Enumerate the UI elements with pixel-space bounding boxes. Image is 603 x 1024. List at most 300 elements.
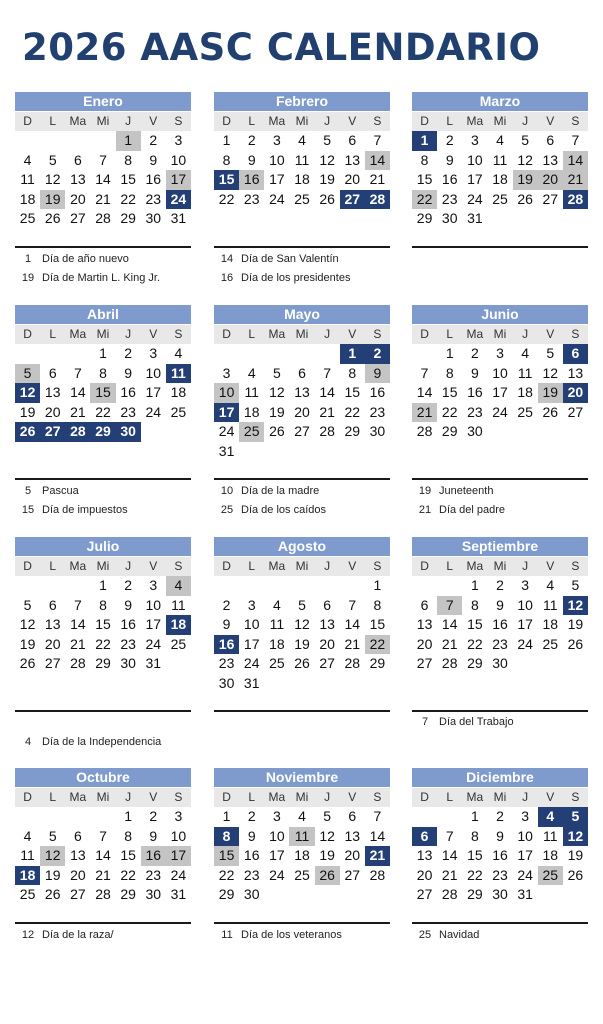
day-cell: 9 xyxy=(365,364,390,384)
day-cell: 29 xyxy=(467,886,483,902)
day-cell: 7 xyxy=(323,364,332,381)
empty-cell xyxy=(15,131,40,151)
day-cell: 5 xyxy=(546,345,555,361)
day-cell: 10 xyxy=(467,151,483,168)
day-cell: 20 xyxy=(44,403,61,420)
day-cell: 20 xyxy=(416,866,433,883)
day-cell: 15 xyxy=(214,170,239,190)
day-cell: 25 xyxy=(269,655,285,671)
day-cell: 13 xyxy=(542,151,559,168)
day-grid xyxy=(412,576,588,674)
day-cell: 16 xyxy=(120,616,136,632)
day-cell: 22 xyxy=(467,635,483,652)
day-cell: 26 xyxy=(319,190,335,207)
divider-line xyxy=(214,710,390,712)
day-cell: 30 xyxy=(243,886,260,902)
holiday-name: Navidad xyxy=(439,929,480,941)
day-grid xyxy=(15,576,191,674)
day-cell: 3 xyxy=(174,808,183,824)
day-cell: 22 xyxy=(120,866,136,883)
day-cell: 23 xyxy=(218,655,235,671)
day-cell: 31 xyxy=(145,655,162,671)
day-cell: 30 xyxy=(145,886,162,902)
day-cell: 28 xyxy=(563,190,588,210)
day-cell: 10 xyxy=(492,364,508,381)
day-cell: 30 xyxy=(218,674,235,691)
day-cell: 4 xyxy=(166,576,191,596)
day-cell: 4 xyxy=(546,577,555,593)
holiday-name: Día de los presidentes xyxy=(241,272,351,284)
day-cell: 29 xyxy=(95,655,111,671)
holiday-note xyxy=(216,929,342,941)
day-cell: 22 xyxy=(344,403,361,420)
holiday-day: 7 xyxy=(421,716,429,728)
day-cell: 27 xyxy=(294,423,310,439)
day-cell: 16 xyxy=(141,846,166,866)
weekday-label: S xyxy=(373,559,382,573)
month-header: Diciembre xyxy=(412,768,588,787)
day-cell: 10 xyxy=(517,596,533,613)
day-cell: 10 xyxy=(170,151,187,168)
day-cell: 12 xyxy=(319,151,335,168)
holiday-name: Día de los caídos xyxy=(241,504,326,516)
holiday-day: 15 xyxy=(21,504,35,516)
weekday-label: V xyxy=(348,327,357,341)
weekday-label: J xyxy=(324,114,331,128)
holiday-day: 1 xyxy=(24,253,32,265)
day-cell: 24 xyxy=(517,635,533,652)
day-cell: 25 xyxy=(538,866,563,886)
day-cell: 1 xyxy=(99,345,107,361)
day-cell: 11 xyxy=(517,364,533,381)
empty-cell xyxy=(90,131,115,151)
holiday-day: 16 xyxy=(220,272,234,284)
weekday-label: D xyxy=(222,327,231,341)
weekday-label: Ma xyxy=(69,790,87,804)
holiday-name: Día de impuestos xyxy=(42,504,128,516)
day-cell: 23 xyxy=(120,403,136,420)
weekday-label: S xyxy=(571,790,580,804)
weekday-label: D xyxy=(23,559,32,573)
day-cell: 13 xyxy=(70,847,86,863)
day-cell: 26 xyxy=(542,403,559,420)
day-cell: 21 xyxy=(70,403,86,420)
weekday-label: S xyxy=(174,327,183,341)
day-cell: 9 xyxy=(496,827,504,844)
day-cell: 9 xyxy=(222,616,231,632)
divider-line xyxy=(15,710,191,712)
day-cell: 25 xyxy=(19,210,36,226)
day-cell: 22 xyxy=(218,190,235,207)
day-cell: 10 xyxy=(214,383,239,403)
day-cell: 25 xyxy=(294,190,310,207)
day-cell: 12 xyxy=(40,846,65,866)
weekday-label: S xyxy=(571,559,580,573)
empty-cell xyxy=(65,807,90,827)
holiday-day: 25 xyxy=(220,504,234,516)
day-cell: 29 xyxy=(90,422,115,442)
day-cell: 20 xyxy=(44,635,61,652)
weekday-label: Ma xyxy=(69,327,87,341)
holiday-note xyxy=(414,716,514,728)
day-cell: 1 xyxy=(445,345,454,361)
weekday-label: S xyxy=(174,114,183,128)
day-cell: 26 xyxy=(269,423,285,439)
day-cell: 17 xyxy=(517,847,533,863)
day-cell: 28 xyxy=(344,655,361,671)
day-cell: 25 xyxy=(170,635,187,652)
day-cell: 3 xyxy=(174,132,183,148)
weekday-label: Mi xyxy=(295,559,309,573)
month-header: Agosto xyxy=(214,537,390,556)
weekday-label: L xyxy=(446,559,454,573)
weekday-label: J xyxy=(125,327,132,341)
day-cell: 9 xyxy=(149,151,158,168)
day-cell: 14 xyxy=(369,827,386,844)
day-cell: 20 xyxy=(344,847,361,863)
day-cell: 10 xyxy=(145,364,162,381)
holiday-note xyxy=(414,929,479,941)
day-cell: 8 xyxy=(373,596,382,613)
month-diciembre xyxy=(412,768,588,905)
empty-cell xyxy=(214,344,239,364)
day-cell: 19 xyxy=(567,616,584,632)
day-cell: 9 xyxy=(496,596,504,613)
day-cell: 18 xyxy=(243,403,260,420)
day-cell: 24 xyxy=(170,866,187,883)
page-title: 2026 AASC CALENDARIO xyxy=(22,26,541,69)
month-header: Septiembre xyxy=(412,537,588,556)
divider-line xyxy=(412,478,588,480)
day-cell: 4 xyxy=(23,151,32,168)
day-cell: 5 xyxy=(563,807,588,827)
day-cell: 27 xyxy=(40,422,65,442)
weekday-label: D xyxy=(420,327,429,341)
day-cell: 2 xyxy=(124,345,133,361)
day-cell: 23 xyxy=(145,190,162,207)
day-cell: 15 xyxy=(95,616,111,632)
day-cell: 4 xyxy=(538,807,563,827)
weekday-label: Mi xyxy=(493,327,507,341)
day-cell: 16 xyxy=(467,384,483,400)
day-cell: 11 xyxy=(20,847,35,863)
day-cell: 12 xyxy=(44,171,61,187)
day-cell: 24 xyxy=(492,403,508,420)
day-cell: 6 xyxy=(348,808,357,824)
day-cell: 3 xyxy=(496,345,504,361)
day-cell: 19 xyxy=(294,635,310,652)
day-cell: 14 xyxy=(416,384,433,400)
day-cell: 6 xyxy=(412,827,437,847)
weekday-label: Ma xyxy=(466,114,484,128)
day-cell: 5 xyxy=(48,151,57,168)
day-cell: 21 xyxy=(441,635,458,652)
weekday-label: Ma xyxy=(69,114,87,128)
day-cell: 28 xyxy=(416,423,433,439)
day-cell: 3 xyxy=(470,132,479,148)
day-cell: 26 xyxy=(44,210,61,226)
day-cell: 26 xyxy=(567,635,584,652)
day-cell: 10 xyxy=(269,827,285,844)
day-grid xyxy=(15,344,191,442)
day-cell: 24 xyxy=(166,190,191,210)
weekday-label: V xyxy=(546,790,555,804)
day-cell: 14 xyxy=(441,847,458,863)
weekday-label: D xyxy=(222,790,231,804)
day-grid xyxy=(214,131,390,209)
holiday-day: 5 xyxy=(24,485,32,497)
empty-cell xyxy=(90,807,115,827)
empty-cell xyxy=(15,807,40,827)
holiday-day: 14 xyxy=(220,253,234,265)
day-cell: 22 xyxy=(441,403,458,420)
day-cell: 1 xyxy=(373,577,382,593)
day-cell: 24 xyxy=(145,635,162,652)
day-cell: 26 xyxy=(567,866,584,883)
day-cell: 1 xyxy=(412,131,437,151)
empty-cell xyxy=(315,576,340,596)
day-cell: 8 xyxy=(470,827,479,844)
day-cell: 9 xyxy=(124,596,133,613)
day-cell: 20 xyxy=(319,635,335,652)
day-cell: 18 xyxy=(15,866,40,886)
day-cell: 22 xyxy=(365,635,390,655)
day-cell: 11 xyxy=(543,596,558,613)
day-cell: 18 xyxy=(166,615,191,635)
day-cell: 29 xyxy=(344,423,361,439)
weekday-row xyxy=(412,325,588,344)
holiday-note xyxy=(216,253,339,265)
day-cell: 17 xyxy=(492,384,508,400)
divider-line xyxy=(214,246,390,248)
holiday-note xyxy=(17,253,129,265)
empty-cell xyxy=(264,344,289,364)
day-cell: 19 xyxy=(269,403,285,420)
day-cell: 19 xyxy=(538,383,563,403)
holiday-note xyxy=(216,485,319,497)
day-cell: 12 xyxy=(563,596,588,616)
day-cell: 27 xyxy=(319,655,335,671)
empty-cell xyxy=(412,344,437,364)
holiday-day: 19 xyxy=(21,272,35,284)
day-cell: 17 xyxy=(269,847,285,863)
day-cell: 21 xyxy=(365,846,390,866)
day-cell: 1 xyxy=(222,808,231,824)
divider-line xyxy=(214,478,390,480)
day-cell: 8 xyxy=(470,596,479,613)
holiday-note xyxy=(414,485,493,497)
day-cell: 9 xyxy=(247,827,256,844)
day-cell: 13 xyxy=(70,171,86,187)
month-mayo xyxy=(214,305,390,461)
day-cell: 16 xyxy=(243,847,260,863)
day-cell: 4 xyxy=(521,345,530,361)
day-cell: 17 xyxy=(166,170,191,190)
divider-line xyxy=(15,922,191,924)
day-cell: 5 xyxy=(48,827,57,844)
day-cell: 14 xyxy=(319,384,335,400)
weekday-row xyxy=(412,557,588,576)
day-cell: 18 xyxy=(19,190,36,207)
day-cell: 5 xyxy=(23,596,32,613)
weekday-label: Mi xyxy=(493,559,507,573)
weekday-label: Ma xyxy=(466,559,484,573)
day-cell: 20 xyxy=(563,383,588,403)
day-cell: 23 xyxy=(441,190,458,207)
weekday-label: S xyxy=(373,327,382,341)
day-cell: 22 xyxy=(467,866,483,883)
day-grid xyxy=(412,807,588,905)
month-octubre xyxy=(15,768,191,905)
day-cell: 6 xyxy=(420,596,429,613)
day-cell: 13 xyxy=(416,847,433,863)
day-cell: 5 xyxy=(298,596,306,613)
weekday-label: L xyxy=(446,790,454,804)
day-cell: 23 xyxy=(369,403,386,420)
day-cell: 18 xyxy=(542,847,559,863)
day-cell: 17 xyxy=(517,616,533,632)
weekday-label: S xyxy=(373,114,382,128)
day-cell: 7 xyxy=(373,808,382,824)
weekday-label: J xyxy=(125,559,132,573)
day-cell: 17 xyxy=(145,616,162,632)
day-cell: 6 xyxy=(348,132,357,148)
day-cell: 14 xyxy=(344,616,361,632)
weekday-label: J xyxy=(522,790,529,804)
day-cell: 22 xyxy=(95,635,111,652)
holiday-name: Día del Trabajo xyxy=(439,716,514,728)
weekday-label: L xyxy=(49,327,57,341)
weekday-label: V xyxy=(348,790,357,804)
day-cell: 27 xyxy=(340,190,365,210)
empty-cell xyxy=(15,344,40,364)
day-cell: 2 xyxy=(365,344,390,364)
empty-cell xyxy=(264,576,289,596)
day-cell: 7 xyxy=(437,596,462,616)
month-header: Enero xyxy=(15,92,191,111)
weekday-label: Ma xyxy=(268,790,286,804)
weekday-label: L xyxy=(49,114,57,128)
weekday-label: J xyxy=(324,790,331,804)
day-cell: 1 xyxy=(340,344,365,364)
month-marzo xyxy=(412,92,588,229)
weekday-row xyxy=(15,112,191,131)
holiday-name: Día del padre xyxy=(439,504,506,516)
divider-line xyxy=(15,478,191,480)
day-cell: 27 xyxy=(416,886,433,902)
day-cell: 7 xyxy=(571,132,580,148)
day-cell: 29 xyxy=(416,210,433,226)
day-cell: 15 xyxy=(416,171,433,187)
day-cell: 15 xyxy=(120,171,136,187)
holiday-note xyxy=(17,736,161,748)
holiday-name: Día de la raza/ xyxy=(42,929,114,941)
day-cell: 17 xyxy=(145,384,162,400)
day-cell: 4 xyxy=(298,132,306,148)
day-cell: 11 xyxy=(166,364,191,384)
day-cell: 8 xyxy=(420,151,429,168)
day-cell: 24 xyxy=(218,423,235,439)
day-cell: 19 xyxy=(567,847,584,863)
day-cell: 4 xyxy=(174,345,183,361)
day-cell: 3 xyxy=(272,132,281,148)
empty-cell xyxy=(239,344,264,364)
day-cell: 8 xyxy=(214,827,239,847)
day-cell: 30 xyxy=(492,655,508,671)
day-cell: 11 xyxy=(269,616,285,632)
month-agosto xyxy=(214,537,390,693)
day-cell: 1 xyxy=(470,577,479,593)
day-cell: 5 xyxy=(323,132,332,148)
empty-cell xyxy=(65,576,90,596)
day-cell: 13 xyxy=(44,384,61,400)
month-noviembre xyxy=(214,768,390,905)
day-cell: 7 xyxy=(99,151,107,168)
empty-cell xyxy=(40,344,65,364)
day-cell: 15 xyxy=(441,384,458,400)
day-cell: 15 xyxy=(467,847,483,863)
month-header: Febrero xyxy=(214,92,390,111)
day-cell: 5 xyxy=(571,577,580,593)
empty-cell xyxy=(65,131,90,151)
weekday-label: D xyxy=(23,114,32,128)
day-cell: 29 xyxy=(120,210,136,226)
month-junio xyxy=(412,305,588,442)
day-cell: 11 xyxy=(171,596,186,613)
day-cell: 6 xyxy=(546,132,555,148)
day-cell: 7 xyxy=(73,596,82,613)
weekday-label: L xyxy=(248,790,256,804)
day-cell: 13 xyxy=(416,616,433,632)
day-cell: 10 xyxy=(269,151,285,168)
weekday-label: V xyxy=(546,114,555,128)
holiday-note xyxy=(17,929,114,941)
day-cell: 6 xyxy=(563,344,588,364)
day-cell: 17 xyxy=(467,171,483,187)
day-cell: 21 xyxy=(441,866,458,883)
day-cell: 28 xyxy=(70,655,86,671)
day-cell: 21 xyxy=(412,403,437,423)
day-cell: 15 xyxy=(467,616,483,632)
day-cell: 2 xyxy=(149,808,158,824)
divider-line xyxy=(412,710,588,712)
day-cell: 11 xyxy=(543,827,558,844)
empty-cell xyxy=(289,576,314,596)
day-cell: 7 xyxy=(420,364,429,381)
day-cell: 15 xyxy=(90,383,115,403)
day-cell: 10 xyxy=(145,596,162,613)
day-cell: 6 xyxy=(298,364,306,381)
day-cell: 11 xyxy=(244,384,259,400)
day-cell: 11 xyxy=(294,151,310,168)
weekday-label: L xyxy=(248,559,256,573)
day-cell: 21 xyxy=(95,190,111,207)
day-grid xyxy=(412,131,588,229)
weekday-row xyxy=(412,112,588,131)
day-cell: 16 xyxy=(239,170,264,190)
day-cell: 9 xyxy=(445,151,454,168)
day-cell: 21 xyxy=(344,635,361,652)
day-cell: 21 xyxy=(319,403,335,420)
day-cell: 12 xyxy=(15,383,40,403)
day-cell: 28 xyxy=(95,210,111,226)
month-header: Julio xyxy=(15,537,191,556)
day-cell: 10 xyxy=(170,827,187,844)
day-cell: 30 xyxy=(145,210,162,226)
weekday-label: Mi xyxy=(96,790,110,804)
day-cell: 24 xyxy=(517,866,533,883)
weekday-label: J xyxy=(522,114,529,128)
